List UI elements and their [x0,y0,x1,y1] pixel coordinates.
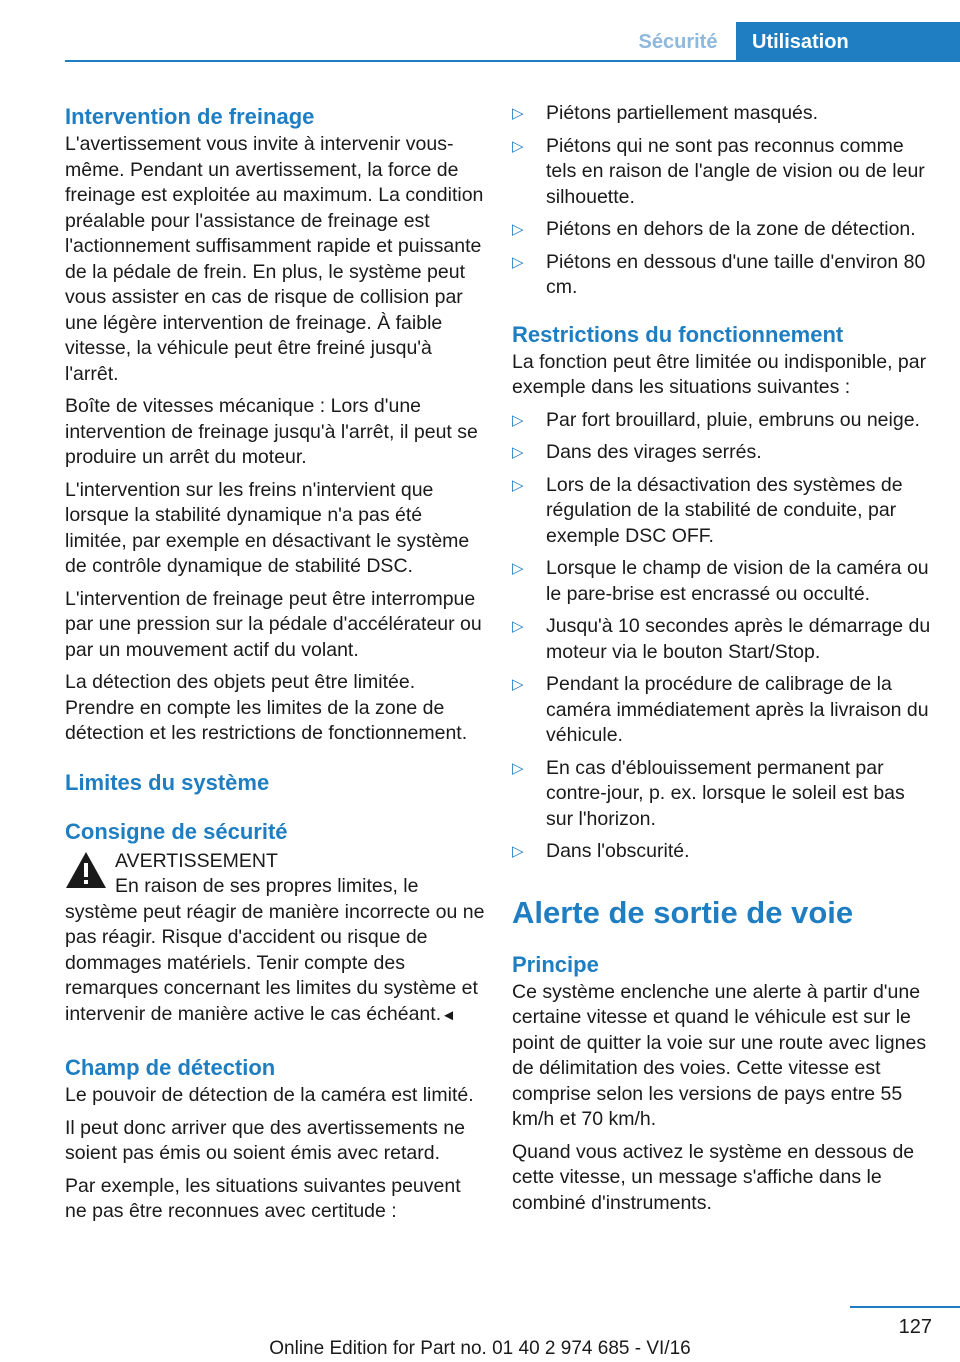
triangle-bullet-icon: ▷ [512,105,524,122]
list-item: ▷ Pendant la procédure de calibrage de la caméra immédiatement après la livraison du véhicule. [512,673,929,746]
left-column [65,101,485,1232]
header-section-tab: Sécurité [638,31,718,53]
paragraph: Boîte de vitesses mécanique : Lors d'une intervention de freinage jusqu'à l'arrêt, il peut se produire un arrêt du moteur. [65,395,478,468]
list-item: ▷ Piétons en dessous d'une taille d'environ 80 cm. [512,250,926,298]
heading-restrictions: Restrictions du fonctionnement [512,321,844,347]
end-mark-icon: ◄ [441,1006,456,1024]
paragraph: La détection des objets peut être limitée. Prendre en compte les limites de la zone de détection et les restrictions de fonctionnement. [65,671,468,744]
list-item: ▷ Jusqu'à 10 secondes après le démarrage du moteur via le bouton Start/Stop. [512,615,931,663]
paragraph: L'intervention de freinage peut être interrompue par une pression sur la pédale d'accélérateur ou par un mouvement actif du volant. [65,587,482,661]
header-rule [65,60,960,62]
list-item: ▷ Piétons qui ne sont pas reconnus comme tels en raison de l'angle de vision ou de leur silhouette. [512,134,925,208]
list-item: ▷ Dans des virages serrés. [512,441,762,463]
list-item: ▷ Dans l'obscurité. [512,840,690,862]
warning-title: AVERTISSEMENT [115,849,278,872]
paragraph: Par exemple, les situations suivantes peuvent ne pas être reconnues avec certitude : [65,1174,461,1222]
triangle-bullet-icon: ▷ [512,253,524,271]
footer-rule [850,1306,960,1308]
paragraph: L'intervention sur les freins n'intervient que lorsque la stabilité dynamique n'a pas été limitée, par exemple en désactivant le système de contrôle dynamique de stabilité DSC. [65,478,470,577]
list-item: ▷ En cas d'éblouissement permanent par contre-jour, p. ex. lorsque le soleil est bas sur l'horizon. [512,756,905,830]
paragraph: La fonction peut être limitée ou indisponible, par exemple dans les situations suivantes : [512,350,927,398]
triangle-bullet-icon: ▷ [512,444,524,461]
list-item: ▷ Lorsque le champ de vision de la caméra ou le pare-brise est encrassé ou occulté. [512,557,929,605]
paragraph: Ce système enclenche une alerte à partir d'une certaine vitesse et quand le véhicule est sur le point de quitter la voie sur une route avec lignes de délimitation des voies. Cette vitesse est comprise selon les versions de pays entre 55 km/h et 70 km/h. [512,980,927,1130]
list-pedestrians [512,101,937,301]
heading-consigne: Consigne de sécurité [65,818,288,844]
triangle-bullet-icon: ▷ [512,411,524,429]
triangle-bullet-icon: ▷ [512,618,524,635]
heading-intervention: Intervention de freinage [65,104,315,129]
list-restrictions [512,408,937,865]
warning-body [65,874,485,1028]
header-active-tab: Utilisation [736,22,960,62]
heading-alerte: Alerte de sortie de voie [512,894,854,930]
list-item: ▷ Piétons partiellement masqués. [512,102,819,124]
heading-limites: Limites du système [65,769,270,795]
triangle-bullet-icon: ▷ [512,759,524,777]
warning-triangle-icon [65,851,107,889]
warning-body-text: En raison de ses propres limites, le système peut réagir de manière incorrecte ou ne pas réagir. Risque d'accident ou risque de dommages matériels. Tenir compte des remarques concernant les limites du système et intervenir de manière active le cas échéant. [65,875,485,1025]
triangle-bullet-icon: ▷ [512,676,524,693]
triangle-bullet-icon: ▷ [512,843,524,860]
paragraph: Le pouvoir de détection de la caméra est limité. [65,1084,474,1106]
list-item: ▷ Lors de la désactivation des systèmes de régulation de la stabilité de conduite, par exemple DSC OFF. [512,473,903,547]
paragraph: L'avertissement vous invite à intervenir vous-même. Pendant un avertissement, la force de freinage est exploitée au maximum. La condition préalable pour l'assistance de freinage est l'actionnement suffisamment rapide et puissante de la pédale de frein. En plus, le système peut vous assister en cas de risque de collision par une légère intervention de freinage. À faible vitesse, la véhicule peut être freiné jusqu'à l'arrêt. [65,133,484,385]
paragraph: Il peut donc arriver que des avertissements ne soient pas émis ou soient émis avec retard. [65,1116,465,1164]
triangle-bullet-icon: ▷ [512,476,524,494]
triangle-bullet-icon: ▷ [512,221,524,238]
warning-block [65,849,485,1029]
triangle-bullet-icon: ▷ [512,137,524,155]
list-item: ▷ Piétons en dehors de la zone de détection. [512,218,916,240]
paragraph: Quand vous activez le système en dessous de cette vitesse, un message s'affiche dans le combiné d'instruments. [512,1140,915,1214]
heading-principe: Principe [512,951,599,977]
triangle-bullet-icon: ▷ [512,560,524,577]
heading-champ: Champ de détection [65,1055,276,1080]
page-number: 127 [898,1316,932,1338]
right-column [512,101,937,1223]
list-item: ▷ Par fort brouillard, pluie, embruns ou neige. [512,408,920,431]
edition-line: Online Edition for Part no. 01 40 2 974 685 - VI/16 [269,1338,691,1359]
